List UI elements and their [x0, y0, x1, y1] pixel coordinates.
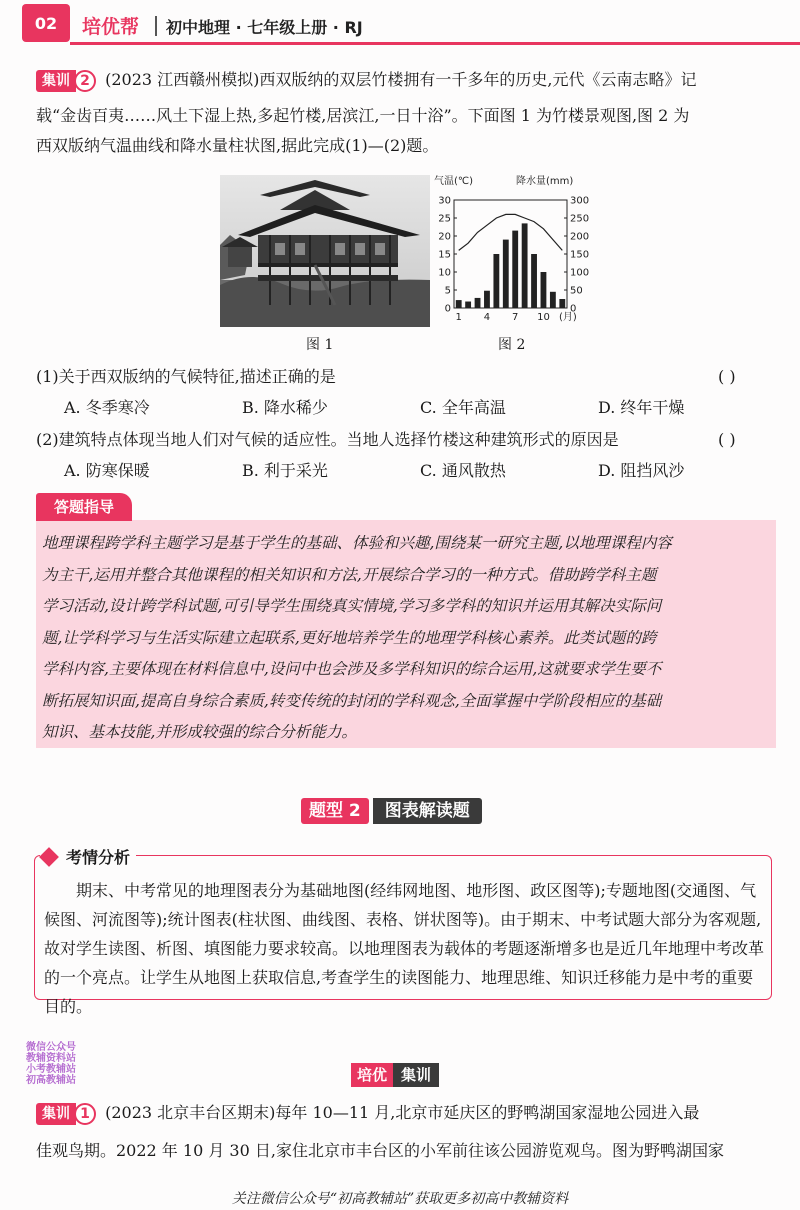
left-tick-label: 20 [438, 231, 451, 243]
right-tick-label: 250 [570, 213, 590, 225]
question-type-title: 图表解读题 [373, 798, 482, 824]
figure-2-caption: 图 2 [498, 337, 526, 353]
header-rule [70, 42, 800, 45]
watermark-stamp: 微信公众号 教辅资料站 小考教辅站 初高教辅站 [26, 1042, 76, 1086]
right-tick-label: 300 [570, 195, 590, 207]
left-tick-label: 0 [444, 303, 451, 315]
question-text-line: 载“金齿百夷……风土下湿上热,多起竹楼,居滨江,一日十浴”。下面图 1 为竹楼景观图,图 2 为 [36, 106, 690, 125]
option-a: A. 防寒保暖 [64, 461, 150, 480]
right-tick-label: 200 [570, 231, 590, 243]
precipitation-axis-label: 降水量(mm) [516, 176, 574, 187]
training-tag-number: 1 [74, 1103, 96, 1125]
precipitation-bar [484, 291, 490, 308]
exam-analysis-text: 期末、中考常见的地理图表分为基础地图(经纬网地图、地形图、政区图等);专题地图(交通图、气候图、河流图等);统计图表(柱状图、曲线图、表格、饼状图等)。由于期末、中考试题大部分为客观题,故对学生读图、析图、填图能力要求较高。以地理图表为载体的考题逐渐增多也是近几年地理中考改革的一个亮点。让学生从地图上获取信息,考查学生的读图能力、地理思维、知识迁移能力是中考的重要目的。 [44, 881, 765, 1016]
subquestion-2-stem: (2)建筑特点体现当地人们对气候的适应性。当地人选择竹楼这种建筑形式的原因是 [36, 430, 619, 449]
precipitation-bar [503, 240, 509, 308]
option-b: B. 利于采光 [242, 461, 328, 480]
left-tick-label: 25 [438, 213, 451, 225]
subquestion-1-stem: (1)关于西双版纳的气候特征,描述正确的是 [36, 367, 336, 386]
answer-guide-tab: 答题指导 [36, 493, 132, 521]
page-number: 02 [22, 4, 70, 42]
question-text-line: 佳观鸟期。2022 年 10 月 30 日,家住北京市丰台区的小军前往该公园游览观鸟。图为野鸭湖国家 [36, 1141, 724, 1160]
left-tick-label: 30 [438, 195, 451, 207]
guide-line: 知识、基本技能,并形成较强的综合分析能力。 [42, 723, 357, 741]
precipitation-bar [493, 254, 499, 308]
x-tick-label: 7 [512, 312, 519, 323]
answer-guide-text [42, 528, 772, 749]
option-c: C. 通风散热 [420, 461, 506, 480]
option-c: C. 全年高温 [420, 398, 506, 417]
answer-bracket: ( ) [718, 367, 736, 386]
training-heading-b: 集训 [393, 1063, 439, 1087]
right-tick-label: 100 [570, 267, 590, 279]
x-tick-label: 4 [483, 312, 491, 323]
precipitation-bar [475, 298, 481, 308]
training-tag-number: 2 [74, 70, 96, 92]
option-d: D. 终年干燥 [598, 398, 685, 417]
precipitation-bar [465, 302, 471, 308]
question-type-label: 题型 2 [301, 798, 369, 824]
question-text-line: (2023 北京丰台区期末)每年 10—11 月,北京市延庆区的野鸭湖国家湿地公园进入最 [105, 1103, 700, 1122]
plot-frame [454, 200, 567, 308]
temperature-curve [459, 214, 563, 250]
left-tick-label: 15 [438, 249, 451, 261]
right-tick-label: 150 [570, 249, 590, 261]
training-heading-a: 培优 [351, 1063, 393, 1087]
training-tag-label: 集训 [36, 1103, 76, 1125]
bamboo-house-photo [220, 175, 430, 327]
answer-bracket: ( ) [718, 430, 736, 449]
question-text-line: (2023 江西赣州模拟)西双版纳的双层竹楼拥有一千多年的历史,元代《云南志略》记 [105, 70, 697, 89]
training-section-heading [351, 1063, 439, 1087]
guide-line: 断拓展知识面,提高自身综合素质,转变传统的封闭的学科观念,全面掌握中学阶段相应的基础 [42, 691, 662, 710]
right-tick-label: 50 [570, 285, 583, 297]
temperature-axis-label: 气温(℃) [434, 176, 474, 187]
precipitation-bar [522, 223, 528, 308]
left-tick-label: 5 [444, 285, 451, 297]
footer-note: 关注微信公众号“初高教辅站”获取更多初高中教辅资料 [231, 1191, 569, 1207]
precipitation-bar [456, 300, 462, 308]
precipitation-bar [512, 231, 518, 308]
guide-line: 学习活动,设计跨学科试题,可引导学生围绕真实情境,学习多学科的知识并运用其解决实际问 [42, 597, 662, 615]
option-b: B. 降水稀少 [242, 398, 328, 417]
precipitation-bar [550, 292, 556, 308]
exam-analysis-title: 考情分析 [66, 848, 131, 867]
figure-1-caption: 图 1 [306, 337, 334, 353]
guide-line: 题,让学科学习与生活实际建立起联系,更好地培养学生的地理学科核心素养。此类试题的跨 [42, 628, 657, 647]
option-d: D. 阻挡风沙 [598, 461, 685, 480]
guide-line: 地理课程跨学科主题学习是基于学生的基础、体验和兴趣,围绕某一研究主题,以地理课程内容 [42, 534, 672, 552]
climate-chart [432, 172, 592, 334]
exam-analysis-heading [40, 845, 136, 868]
left-tick-label: 10 [438, 267, 451, 279]
question-2-intro [36, 65, 776, 95]
training-tag [36, 1103, 96, 1125]
x-unit-label: (月) [559, 312, 577, 323]
x-tick-label: 1 [455, 312, 462, 323]
guide-line: 为主干,运用并整合其他课程的相关知识和方法,开展综合学习的一种方式。借助跨学科主题 [42, 565, 657, 584]
precipitation-bar [559, 299, 565, 308]
training-tag-label: 集训 [36, 70, 76, 92]
header-divider [155, 16, 157, 36]
x-tick-label: 10 [537, 312, 550, 323]
right-tick-label: 0 [570, 303, 577, 315]
training-tag [36, 70, 96, 92]
brand-title: 培优帮 [82, 16, 140, 38]
guide-line: 学科内容,主要体现在材料信息中,设问中也会涉及多学科知识的综合运用,这就要求学生要不 [42, 660, 662, 678]
option-a: A. 冬季寒冷 [64, 398, 150, 417]
question-type-heading [301, 798, 482, 824]
precipitation-bar [531, 254, 537, 308]
book-subject: 初中地理 · 七年级上册 · RJ [166, 18, 363, 37]
question-text-line: 西双版纳气温曲线和降水量柱状图,据此完成(1)—(2)题。 [36, 136, 439, 155]
diamond-icon [39, 847, 59, 867]
precipitation-bar [541, 272, 547, 308]
question-1-intro [36, 1098, 796, 1128]
